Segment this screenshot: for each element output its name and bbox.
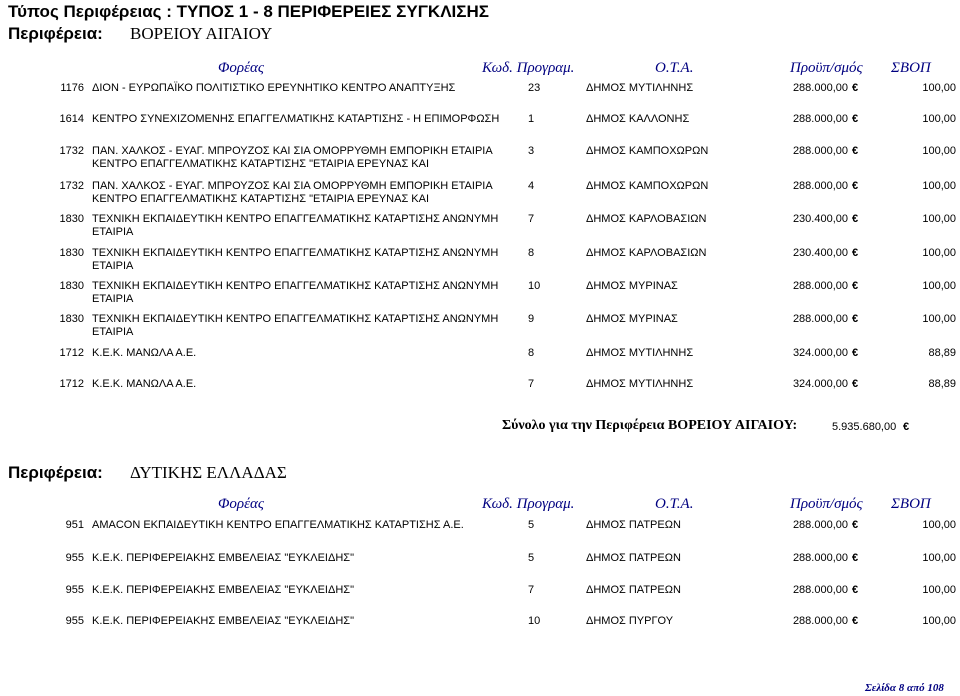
euro-icon: € [852, 519, 859, 531]
euro-icon: € [852, 180, 859, 192]
col-header-svop: ΣΒΟΠ [891, 496, 931, 512]
row-prog: 7 [528, 213, 535, 225]
row-ota: ΔΗΜΟΣ ΚΑΡΛΟΒΑΣΙΩΝ [586, 213, 707, 225]
euro-icon: € [852, 145, 859, 157]
row-budget: 324.000,00 [792, 347, 848, 359]
row-budget: 288.000,00 [792, 615, 848, 627]
euro-icon: € [852, 280, 859, 292]
row-svop: 100,00 [922, 584, 956, 596]
region-label: Περιφέρεια: [8, 24, 103, 43]
row-name: ΔΙΟΝ - ΕΥΡΩΠΑΪΚΟ ΠΟΛΙΤΙΣΤΙΚΟ ΕΡΕΥΝΗΤΙΚΟ ΚΕΝΤΡΟ ΑΝΑΠΤΥΞΗΣ [92, 82, 456, 94]
row-prog: 4 [528, 180, 535, 192]
row-code: 1614 [59, 113, 84, 125]
row-budget: 288.000,00 [792, 280, 848, 292]
row-code: 955 [65, 552, 84, 564]
row-budget: 288.000,00 [792, 113, 848, 125]
row-svop: 100,00 [922, 247, 956, 259]
col-header-foreas: Φορέας [218, 496, 264, 512]
row-svop: 100,00 [922, 180, 956, 192]
row-budget: 230.400,00 [792, 213, 848, 225]
euro-icon: € [852, 615, 859, 627]
row-svop: 100,00 [922, 552, 956, 564]
col-header-kod: Κωδ. Προγραμ. [482, 60, 575, 76]
euro-icon: € [852, 378, 859, 390]
row-code: 955 [65, 615, 84, 627]
row-budget: 230.400,00 [792, 247, 848, 259]
row-ota: ΔΗΜΟΣ ΠΑΤΡΕΩΝ [586, 584, 681, 596]
row-budget: 288.000,00 [792, 584, 848, 596]
row-ota: ΔΗΜΟΣ ΜΥΡΙΝΑΣ [586, 313, 678, 325]
row-svop: 100,00 [922, 82, 956, 94]
row-name: ΤΕΧΝΙΚΗ ΕΚΠΑΙΔΕΥΤΙΚΗ ΚΕΝΤΡΟ ΕΠΑΓΓΕΛΜΑΤΙΚΗΣ ΚΑΤΑΡΤΙΣΗΣ ΑΝΩΝΥΜΗ ΕΤΑΙΡΙΑ [92, 247, 499, 272]
row-svop: 100,00 [922, 313, 956, 325]
region-label: Περιφέρεια: [8, 463, 103, 482]
row-name: Κ.Ε.Κ. ΠΕΡΙΦΕΡΕΙΑΚΗΣ ΕΜΒΕΛΕΙΑΣ "ΕΥΚΛΕΙΔΗΣ" [92, 615, 354, 627]
row-budget: 288.000,00 [792, 519, 848, 531]
row-prog: 9 [528, 313, 535, 325]
row-name: Κ.Ε.Κ. ΜΑΝΩΛΑ Α.Ε. [92, 347, 197, 359]
row-code: 1712 [59, 347, 84, 359]
row-name: ΤΕΧΝΙΚΗ ΕΚΠΑΙΔΕΥΤΙΚΗ ΚΕΝΤΡΟ ΕΠΑΓΓΕΛΜΑΤΙΚΗΣ ΚΑΤΑΡΤΙΣΗΣ ΑΝΩΝΥΜΗ ΕΤΑΙΡΙΑ [92, 313, 499, 338]
row-code: 1732 [59, 180, 84, 192]
row-budget: 288.000,00 [792, 313, 848, 325]
row-name: ΠΑΝ. ΧΑΛΚΟΣ - ΕΥΑΓ. ΜΠΡΟΥΖΟΣ ΚΑΙ ΣΙΑ ΟΜΟΡΡΥΘΜΗ ΕΜΠΟΡΙΚΗ ΕΤΑΙΡΙΑ ΚΕΝΤΡΟ ΕΠΑΓΓΕΛΜΑΤΙΚΗΣ ΚΑΤΑΡΤΙΣΗΣ "ΕΤΑΙΡΙΑ ΕΡΕΥΝΑΣ ΚΑΙ [92, 180, 493, 205]
row-svop: 100,00 [922, 519, 956, 531]
row-prog: 8 [528, 247, 535, 259]
row-code: 1830 [59, 247, 84, 259]
row-name: Κ.Ε.Κ. ΠΕΡΙΦΕΡΕΙΑΚΗΣ ΕΜΒΕΛΕΙΑΣ "ΕΥΚΛΕΙΔΗΣ" [92, 552, 354, 564]
row-svop: 100,00 [922, 280, 956, 292]
row-prog: 3 [528, 145, 535, 157]
col-header-ota: Ο.Τ.Α. [655, 60, 694, 76]
region-summary-value: 5.935.680,00 [832, 421, 897, 433]
row-name: Κ.Ε.Κ. ΠΕΡΙΦΕΡΕΙΑΚΗΣ ΕΜΒΕΛΕΙΑΣ "ΕΥΚΛΕΙΔΗΣ" [92, 584, 354, 596]
col-header-kod: Κωδ. Προγραμ. [482, 496, 575, 512]
row-name: Κ.Ε.Κ. ΜΑΝΩΛΑ Α.Ε. [92, 378, 197, 390]
euro-icon: € [852, 113, 859, 125]
row-prog: 5 [528, 519, 535, 531]
col-header-budget: Προϋπ/σμός [790, 60, 863, 76]
row-prog: 23 [528, 82, 541, 94]
page-title: Τύπος Περιφέρειας : ΤΥΠΟΣ 1 - 8 ΠΕΡΙΦΕΡΕΙΕΣ ΣΥΓΚΛΙΣΗΣ [8, 2, 489, 21]
row-code: 955 [65, 584, 84, 596]
row-prog: 8 [528, 347, 535, 359]
row-code: 1830 [59, 280, 84, 292]
row-budget: 288.000,00 [792, 552, 848, 564]
row-svop: 100,00 [922, 145, 956, 157]
row-name: AMACON ΕΚΠΑΙΔΕΥΤΙΚΗ ΚΕΝΤΡΟ ΕΠΑΓΓΕΛΜΑΤΙΚΗΣ ΚΑΤΑΡΤΙΣΗΣ Α.Ε. [92, 519, 464, 531]
row-ota: ΔΗΜΟΣ ΜΥΡΙΝΑΣ [586, 280, 678, 292]
euro-icon: € [852, 213, 859, 225]
row-ota: ΔΗΜΟΣ ΠΑΤΡΕΩΝ [586, 519, 681, 531]
row-svop: 88,89 [928, 378, 956, 390]
col-header-foreas: Φορέας [218, 60, 264, 76]
region-name: ΔΥΤΙΚΗΣ ΕΛΛΑΔΑΣ [130, 463, 287, 482]
euro-icon: € [903, 421, 910, 433]
row-name: ΤΕΧΝΙΚΗ ΕΚΠΑΙΔΕΥΤΙΚΗ ΚΕΝΤΡΟ ΕΠΑΓΓΕΛΜΑΤΙΚΗΣ ΚΑΤΑΡΤΙΣΗΣ ΑΝΩΝΥΜΗ ΕΤΑΙΡΙΑ [92, 213, 499, 238]
row-prog: 7 [528, 584, 535, 596]
row-svop: 100,00 [922, 213, 956, 225]
page-number: Σελίδα 8 από 108 [865, 682, 944, 694]
row-code: 1830 [59, 313, 84, 325]
row-ota: ΔΗΜΟΣ ΚΑΜΠΟΧΩΡΩΝ [586, 180, 709, 192]
row-name: ΠΑΝ. ΧΑΛΚΟΣ - ΕΥΑΓ. ΜΠΡΟΥΖΟΣ ΚΑΙ ΣΙΑ ΟΜΟΡΡΥΘΜΗ ΕΜΠΟΡΙΚΗ ΕΤΑΙΡΙΑ ΚΕΝΤΡΟ ΕΠΑΓΓΕΛΜΑΤΙΚΗΣ ΚΑΤΑΡΤΙΣΗΣ "ΕΤΑΙΡΙΑ ΕΡΕΥΝΑΣ ΚΑΙ [92, 145, 493, 170]
row-code: 1712 [59, 378, 84, 390]
row-ota: ΔΗΜΟΣ ΠΥΡΓΟΥ [586, 615, 674, 627]
row-ota: ΔΗΜΟΣ ΚΑΛΛΟΝΗΣ [586, 113, 690, 125]
row-ota: ΔΗΜΟΣ ΚΑΜΠΟΧΩΡΩΝ [586, 145, 709, 157]
euro-icon: € [852, 247, 859, 259]
row-ota: ΔΗΜΟΣ ΜΥΤΙΛΗΝΗΣ [586, 347, 694, 359]
region-summary-label: Σύνολο για την Περιφέρεια ΒΟΡΕΙΟΥ ΑΙΓΑΙΟΥ: [502, 418, 798, 433]
col-header-svop: ΣΒΟΠ [891, 60, 931, 76]
euro-icon: € [852, 347, 859, 359]
euro-icon: € [852, 313, 859, 325]
row-svop: 100,00 [922, 615, 956, 627]
row-ota: ΔΗΜΟΣ ΚΑΡΛΟΒΑΣΙΩΝ [586, 247, 707, 259]
col-header-ota: Ο.Τ.Α. [655, 496, 694, 512]
row-ota: ΔΗΜΟΣ ΜΥΤΙΛΗΝΗΣ [586, 82, 694, 94]
euro-icon: € [852, 82, 859, 94]
col-header-budget: Προϋπ/σμός [790, 496, 863, 512]
row-budget: 288.000,00 [792, 180, 848, 192]
row-code: 1732 [59, 145, 84, 157]
row-prog: 5 [528, 552, 535, 564]
row-ota: ΔΗΜΟΣ ΜΥΤΙΛΗΝΗΣ [586, 378, 694, 390]
row-svop: 100,00 [922, 113, 956, 125]
row-prog: 7 [528, 378, 535, 390]
row-code: 951 [65, 519, 84, 531]
row-prog: 1 [528, 113, 535, 125]
row-name: ΤΕΧΝΙΚΗ ΕΚΠΑΙΔΕΥΤΙΚΗ ΚΕΝΤΡΟ ΕΠΑΓΓΕΛΜΑΤΙΚΗΣ ΚΑΤΑΡΤΙΣΗΣ ΑΝΩΝΥΜΗ ΕΤΑΙΡΙΑ [92, 280, 499, 305]
euro-icon: € [852, 584, 859, 596]
row-prog: 10 [528, 615, 541, 627]
row-budget: 288.000,00 [792, 145, 848, 157]
row-code: 1176 [60, 82, 84, 94]
row-prog: 10 [528, 280, 541, 292]
row-ota: ΔΗΜΟΣ ΠΑΤΡΕΩΝ [586, 552, 681, 564]
row-budget: 324.000,00 [792, 378, 848, 390]
region-name: ΒΟΡΕΙΟΥ ΑΙΓΑΙΟΥ [130, 24, 273, 43]
row-name: ΚΕΝΤΡΟ ΣΥΝΕΧΙΖΟΜΕΝΗΣ ΕΠΑΓΓΕΛΜΑΤΙΚΗΣ ΚΑΤΑΡΤΙΣΗΣ - Η ΕΠΙΜΟΡΦΩΣΗ [92, 113, 500, 125]
row-svop: 88,89 [928, 347, 956, 359]
row-code: 1830 [59, 213, 84, 225]
euro-icon: € [852, 552, 859, 564]
row-budget: 288.000,00 [792, 82, 848, 94]
